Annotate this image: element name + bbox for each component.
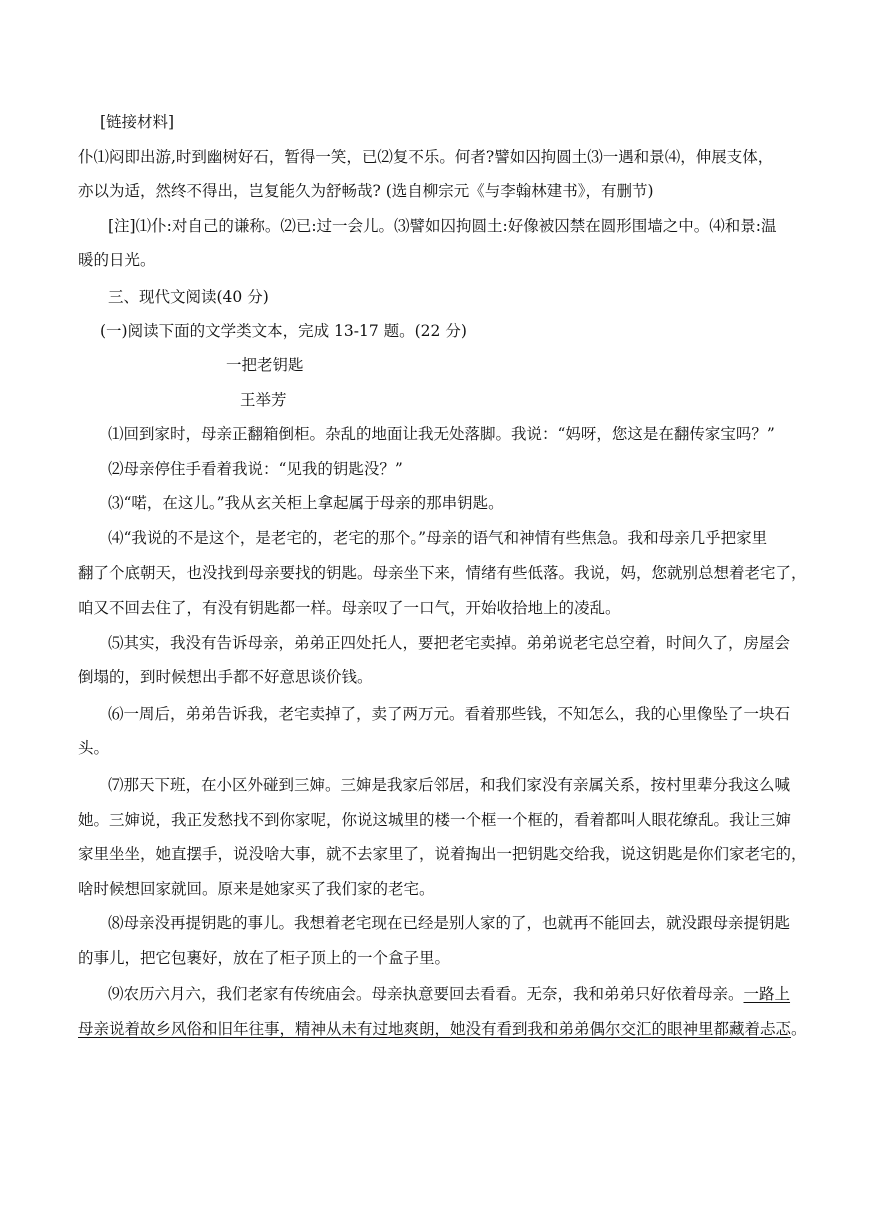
paragraph-4-line-1: ⑷“我说的不是这个，是老宅的，老宅的那个。”母亲的语气和神情有些焦急。我和母亲几乎把家里 (108, 529, 768, 547)
story-author: 王举芳 (240, 391, 287, 409)
paragraph-1: ⑴回到家时，母亲正翻箱倒柜。杂乱的地面让我无处落脚。我说：“妈呀，您这是在翻传家宝吗？” (108, 425, 775, 443)
paragraph-4-line-3: 咱又不回去住了，有没有钥匙都一样。母亲叹了一口气，开始收拾地上的凌乱。 (78, 599, 621, 617)
paragraph-9-underlined-start: 一路上 (743, 985, 791, 1003)
note-line-1: [注]⑴仆:对自己的谦称。⑵已:过一会儿。⑶譬如囚拘圆土:好像被囚禁在圆形围墙之中。⑷和景:温 (108, 217, 777, 235)
note-line-2: 暖的日光。 (78, 251, 156, 269)
link-material-line-1: 仆⑴闷即出游,时到幽树好石，暂得一笑，已⑵复不乐。何者?譬如囚拘圆土⑶一遇和景⑷，伸展支体， (78, 148, 774, 166)
link-material-line-2: 亦以为适，然终不得出，岂复能久为舒畅哉? (选自柳宗元《与李翰林建书》，有删节) (78, 182, 654, 200)
section-heading: 三、现代文阅读(40 分) (108, 288, 269, 306)
paragraph-8-line-2: 的事儿，把它包裹好，放在了柜子顶上的一个盒子里。 (78, 949, 451, 967)
paragraph-5-line-1: ⑸其实，我没有告诉母亲，弟弟正四处托人，要把老宅卖掉。弟弟说老宅总空着，时间久了，房屋会 (108, 634, 791, 652)
paragraph-9-underlined-text: 母亲说着故乡风俗和旧年往事，精神从未有过地爽朗，她没有看到我和弟弟偶尔交汇的眼神里都藏着忐忑 (78, 1020, 792, 1038)
paragraph-5-line-2: 倒塌的，到时候想出手都不好意思谈价钱。 (78, 668, 373, 686)
paragraph-7-line-3: 家里坐坐，她直摆手，说没啥大事，就不去家里了，说着掏出一把钥匙交给我，说这钥匙是你们家老宅的， (78, 845, 807, 863)
link-material-heading: [链接材料] (100, 113, 175, 131)
paragraph-7-line-2: 她。三婶说，我正发愁找不到你家呢，你说这城里的楼一个框一个框的，看着都叫人眼花缭乱。我让三婶 (78, 811, 792, 829)
paragraph-9-end: 。 (791, 1020, 807, 1038)
story-title: 一把老钥匙 (226, 356, 304, 374)
paragraph-8-line-1: ⑻母亲没再提钥匙的事儿。我想着老宅现在已经是别人家的了，也就再不能回去，就没跟母亲提钥匙 (108, 914, 791, 932)
paragraph-6-line-1: ⑹一周后，弟弟告诉我，老宅卖掉了，卖了两万元。看着那些钱，不知怎么，我的心里像坠了一块石 (108, 705, 791, 723)
paragraph-7-line-4: 啥时候想回家就回。原来是她家买了我们家的老宅。 (78, 880, 435, 898)
paragraph-9-line-1 (108, 984, 791, 1004)
paragraph-2: ⑵母亲停住手看着我说：“见我的钥匙没？” (108, 460, 403, 478)
paragraph-4-line-2: 翻了个底朝天，也没找到母亲要找的钥匙。母亲坐下来，情绪有些低落。我说，妈，您就别总想着老宅了， (78, 564, 807, 582)
section-subheading: (一)阅读下面的文学类文本，完成 13-17 题。(22 分) (100, 322, 467, 340)
paragraph-6-line-2: 头。 (78, 739, 110, 757)
paragraph-9-line-2 (78, 1019, 807, 1039)
paragraph-3: ⑶“喏，在这儿。”我从玄关柜上拿起属于母亲的那串钥匙。 (108, 494, 504, 512)
paragraph-9-text: ⑼农历六月六，我们老家有传统庙会。母亲执意要回去看看。无奈，我和弟弟只好依着母亲。 (108, 985, 744, 1003)
paragraph-7-line-1: ⑺那天下班，在小区外碰到三婶。三婶是我家后邻居，和我们家没有亲属关系，按村里辈分我这么喊 (108, 776, 791, 794)
